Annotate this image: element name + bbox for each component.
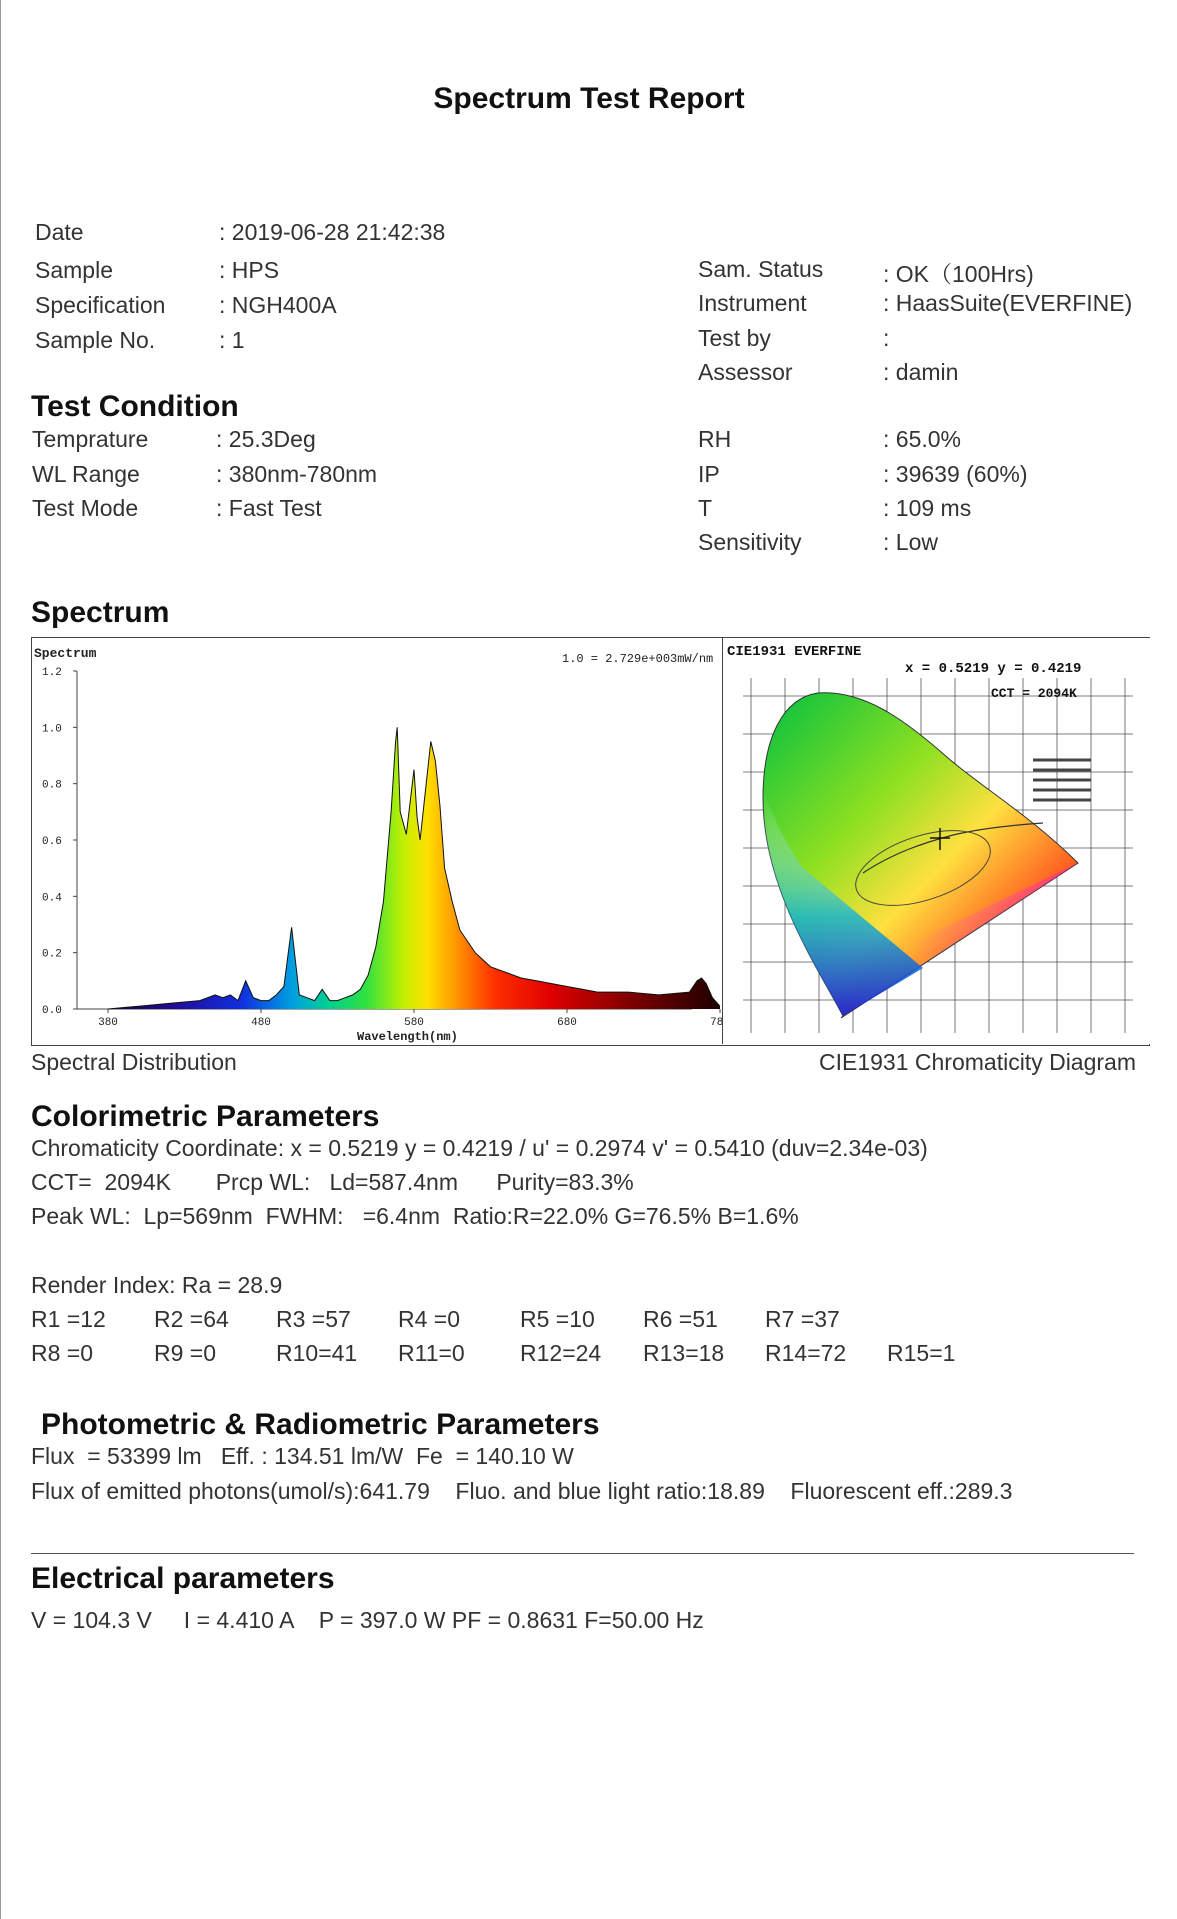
photometric-heading: Photometric & Radiometric Parameters	[41, 1408, 600, 1441]
cct-line: CCT= 2094K Prcp WL: Ld=587.4nm Purity=83.3%	[31, 1169, 634, 1195]
ip-label: IP	[698, 461, 720, 487]
specification-label: Specification	[35, 292, 166, 318]
rh-value: : 65.0%	[883, 426, 961, 452]
ip-value: : 39639 (60%)	[883, 461, 1028, 487]
assessor-value: : damin	[883, 359, 959, 385]
wl-range-label: WL Range	[32, 461, 140, 487]
cie-caption: CIE1931 Chromaticity Diagram	[819, 1049, 1137, 1075]
y-tick-label: 0.0	[42, 1005, 62, 1017]
section-divider	[31, 1553, 1134, 1554]
y-tick-label: 1.2	[42, 667, 62, 679]
x-axis-label: Wavelength(nm)	[357, 1030, 458, 1044]
y-tick-label: 0.2	[42, 948, 62, 961]
r-value: R2 =64	[154, 1306, 229, 1332]
test-mode-label: Test Mode	[32, 495, 139, 521]
r-value: R4 =0	[398, 1306, 461, 1332]
x-tick-label: 780	[710, 1017, 730, 1029]
spectrum-scale-note: 1.0 = 2.729e+003mW/nm	[562, 652, 714, 666]
peak-wl-line: Peak WL: Lp=569nm FWHM: =6.4nm Ratio:R=22.0% G=76.5% B=1.6%	[31, 1203, 799, 1229]
temprature-label: Temprature	[32, 426, 149, 452]
sample-label: Sample	[35, 257, 113, 283]
photon-flux-line: Flux of emitted photons(umol/s):641.79 Fluo. and blue light ratio:18.89 Fluorescent eff.:289.3	[31, 1478, 1013, 1504]
sample-no-value: : 1	[219, 327, 245, 353]
y-tick-label: 0.4	[42, 892, 62, 905]
report-title: Spectrum Test Report	[433, 82, 745, 115]
cie-coords: x = 0.5219 y = 0.4219	[905, 661, 1082, 677]
sample-no-label: Sample No.	[35, 327, 156, 353]
r-value: R6 =51	[643, 1306, 718, 1332]
assessor-label: Assessor	[698, 359, 793, 385]
test-by-label: Test by	[698, 325, 771, 351]
sam-status-label: Sam. Status	[698, 256, 824, 282]
date-label: Date	[35, 219, 84, 245]
r-value: R12=24	[520, 1340, 602, 1366]
x-tick-label: 580	[404, 1017, 424, 1029]
instrument-value: : HaasSuite(EVERFINE)	[883, 290, 1133, 316]
temprature-value: : 25.3Deg	[216, 426, 316, 452]
chromaticity-line: Chromaticity Coordinate: x = 0.5219 y = 0.4219 / u' = 0.2974 v' = 0.5410 (duv=2.34e-03)	[31, 1135, 928, 1161]
spectrum-chart-title: Spectrum	[34, 646, 97, 661]
specification-value: : NGH400A	[219, 292, 337, 318]
spectrum-chart	[32, 638, 730, 1044]
r-value: R7 =37	[765, 1306, 840, 1332]
wl-range-value: : 380nm-780nm	[216, 461, 378, 487]
test-by-value: :	[883, 325, 890, 351]
flux-line: Flux = 53399 lm Eff. : 134.51 lm/W Fe = 140.10 W	[31, 1443, 574, 1469]
t-value: : 109 ms	[883, 495, 972, 521]
r-value: R14=72	[765, 1340, 847, 1366]
x-tick-label: 380	[98, 1017, 118, 1029]
y-tick-label: 0.6	[42, 836, 62, 848]
cie-cct: CCT = 2094K	[991, 686, 1077, 701]
cie-legend-lines	[1033, 760, 1091, 800]
cie-title: CIE1931 EVERFINE	[727, 644, 862, 660]
r-value: R13=18	[643, 1340, 725, 1366]
cie-diagram	[722, 638, 1151, 1044]
sam-status-value: : OK（100Hrs)	[883, 261, 1034, 287]
sensitivity-value: : Low	[883, 529, 938, 555]
render-index: Render Index: Ra = 28.9	[31, 1272, 283, 1298]
spectrum-chart-box	[31, 637, 1150, 1046]
y-tick-label: 0.8	[42, 779, 62, 792]
colorimetric-heading: Colorimetric Parameters	[31, 1100, 380, 1133]
x-tick-label: 680	[557, 1017, 577, 1029]
r-value: R3 =57	[276, 1306, 351, 1332]
instrument-label: Instrument	[698, 290, 807, 316]
y-ticks	[42, 667, 77, 1017]
test-mode-value: : Fast Test	[216, 495, 322, 521]
r-value: R15=1	[887, 1340, 956, 1366]
r-value: R1 =12	[31, 1306, 106, 1332]
spectrum-heading: Spectrum	[31, 596, 170, 629]
y-tick-label: 1.0	[42, 723, 62, 736]
test-condition-heading: Test Condition	[31, 390, 239, 423]
sample-value: : HPS	[219, 257, 280, 283]
sensitivity-label: Sensitivity	[698, 529, 802, 555]
electrical-line: V = 104.3 V I = 4.410 A P = 397.0 W PF = 0.8631 F=50.00 Hz	[31, 1607, 704, 1633]
spectral-distribution-caption: Spectral Distribution	[31, 1049, 237, 1075]
r-value: R11=0	[398, 1340, 465, 1366]
electrical-heading: Electrical parameters	[31, 1562, 335, 1595]
r-value: R5 =10	[520, 1306, 595, 1332]
date-value: : 2019-06-28 21:42:38	[219, 219, 446, 245]
r-value: R9 =0	[154, 1340, 217, 1366]
rh-label: RH	[698, 426, 732, 452]
r-value: R10=41	[276, 1340, 358, 1366]
x-tick-label: 480	[251, 1017, 271, 1029]
x-ticks	[98, 1009, 730, 1029]
t-label: T	[698, 495, 713, 521]
r-value: R8 =0	[31, 1340, 94, 1366]
